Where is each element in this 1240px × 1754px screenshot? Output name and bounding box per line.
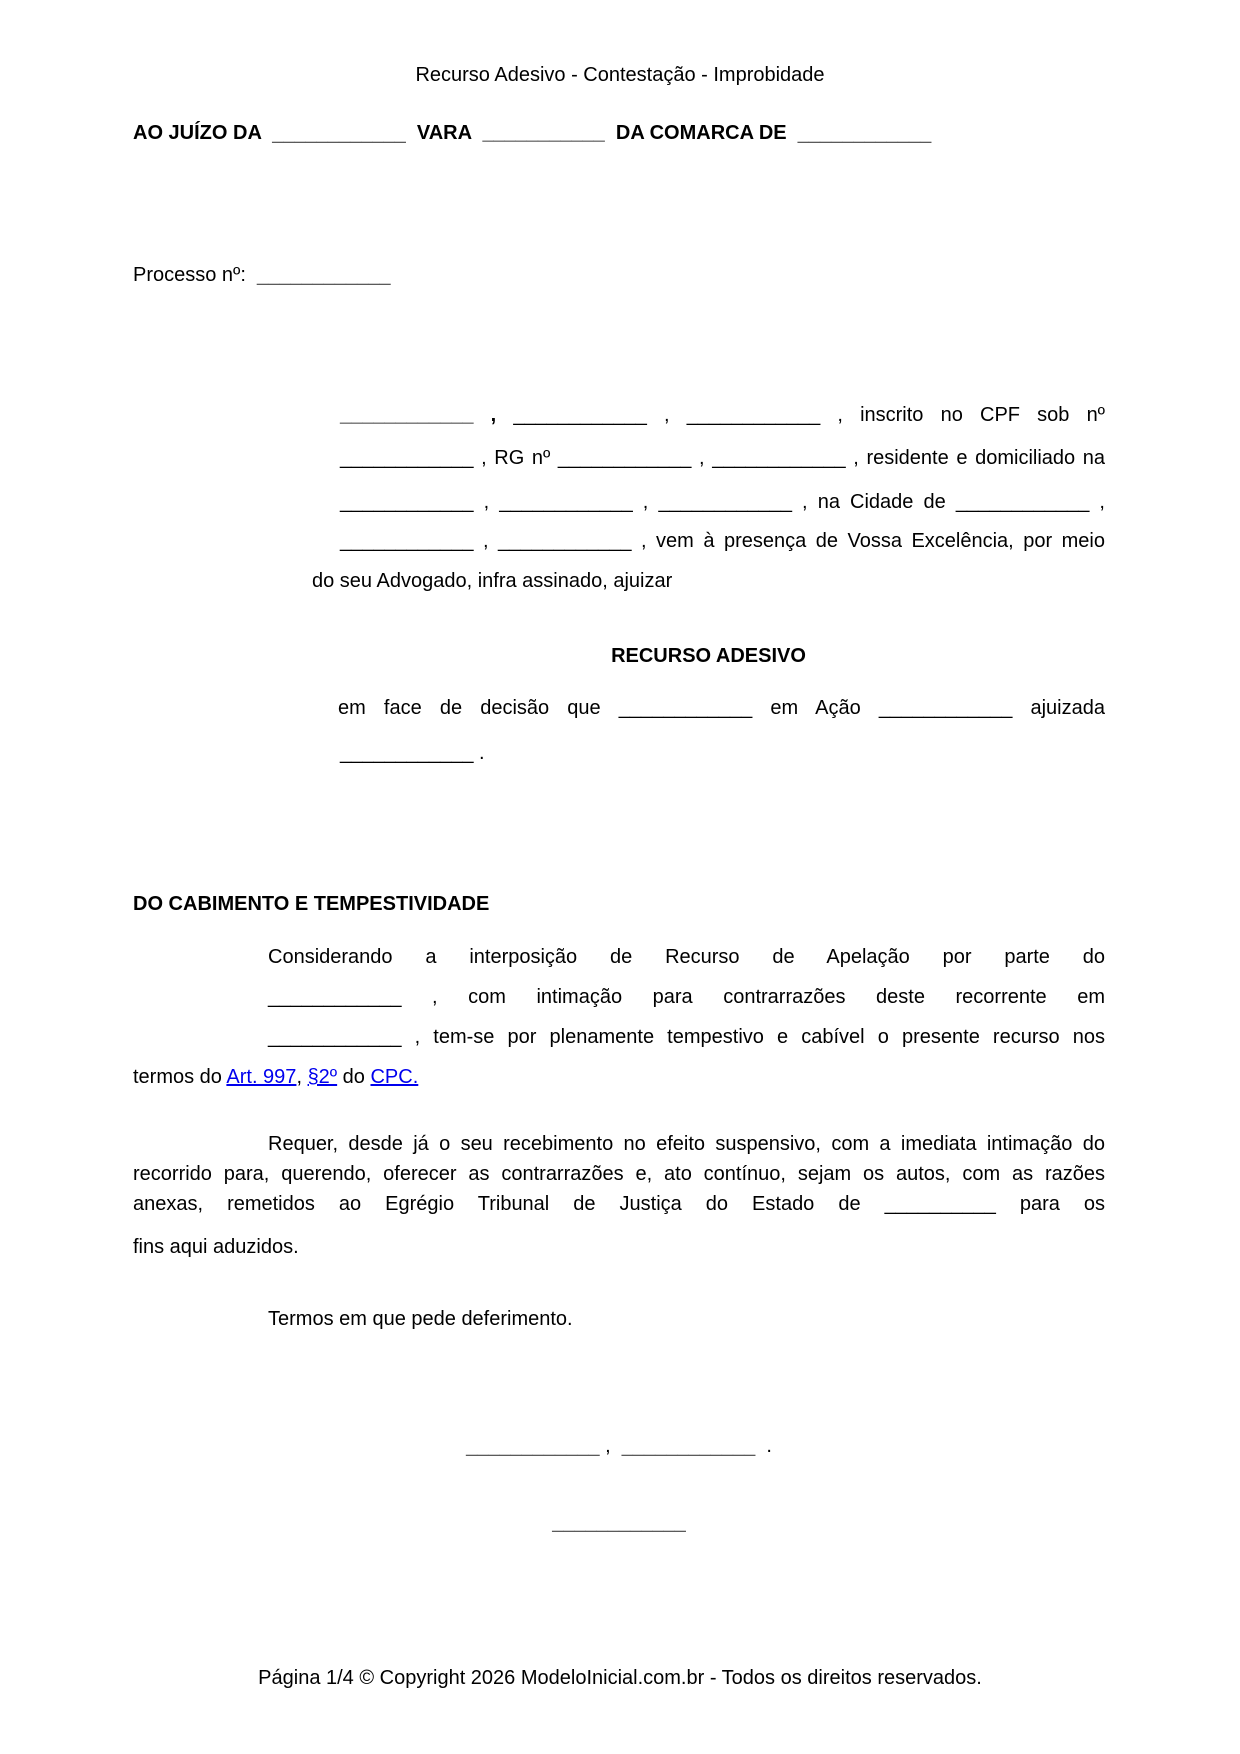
party-name-blank: ____________ , <box>340 404 497 426</box>
cabimento-sep-1: , <box>296 1066 308 1088</box>
qualification-line-3: ____________ , ____________ , ____________ , na Cidade de ____________ , <box>340 491 1105 513</box>
qualification-line-1 <box>312 402 1105 428</box>
addressing-label-2: VARA <box>405 122 483 144</box>
date-end: . <box>755 1435 772 1457</box>
em-face-line-2: ____________ . <box>340 742 485 764</box>
closing-termos: Termos em que pede deferimento. <box>268 1308 573 1330</box>
cabimento-line-4 <box>133 1064 1105 1090</box>
requer-line-1: Requer, desde já o seu recebimento no efeito suspensivo, com a imediata intimação do <box>268 1133 1105 1155</box>
doc-title: Recurso Adesivo - Contestação - Improbidade <box>415 64 825 86</box>
link-cpc[interactable]: CPC. <box>370 1066 419 1088</box>
qualification-line-5: do seu Advogado, infra assinado, ajuizar <box>312 570 673 592</box>
addressing-label-3: DA COMARCA DE <box>604 122 798 144</box>
addressing-blank-3: ____________ <box>797 122 932 144</box>
cabimento-line-1: Considerando a interposição de Recurso de Apelação por parte do <box>268 946 1105 968</box>
cabimento-line-2: ____________ , com intimação para contrarrazões deste recorrente em <box>268 986 1105 1008</box>
addressing-line <box>133 120 1123 146</box>
qualification-line-2: ____________ , RG nº ____________ , ____________ , residente e domiciliado na <box>340 447 1105 469</box>
addressing-blank-2: ___________ <box>482 122 605 144</box>
cabimento-line-4-pre: termos do <box>133 1066 227 1088</box>
requer-line-4: fins aqui aduzidos. <box>133 1236 299 1258</box>
cabimento-line-3: ____________ , tem-se por plenamente tempestivo e cabível o presente recurso nos <box>268 1026 1105 1048</box>
recurso-adesivo-heading: RECURSO ADESIVO <box>611 645 806 667</box>
section-heading-cabimento: DO CABIMENTO E TEMPESTIVIDADE <box>133 893 490 915</box>
case-number-line <box>133 262 933 288</box>
signature-line: ____________ <box>552 1511 686 1533</box>
qualification-line-1-rest: ____________ , ____________ , inscrito no CPF sob nº <box>496 404 1105 426</box>
requer-line-2: recorrido para, querendo, oferecer as contrarrazões e, ato contínuo, sejam os autos, com as razões <box>133 1163 1105 1185</box>
link-art-997[interactable]: Art. 997 <box>226 1066 297 1088</box>
link-paragrafo-2[interactable]: §2º <box>307 1066 338 1088</box>
case-number-label: Processo nº: <box>133 264 258 286</box>
em-face-line-1: em face de decisão que ____________ em Ação ____________ ajuizada <box>338 697 1105 719</box>
cabimento-sep-2: do <box>337 1066 371 1088</box>
case-number-blank: ____________ <box>257 264 391 286</box>
date-place-line <box>133 1433 1105 1459</box>
addressing-blank-1: ____________ <box>272 122 406 144</box>
addressing-label-1: AO JUÍZO DA <box>133 122 273 144</box>
page-footer: Página 1/4 © Copyright 2026 ModeloInicial.com.br - Todos os direitos reservados. <box>258 1667 982 1689</box>
requer-line-3: anexas, remetidos ao Egrégio Tribunal de Justiça do Estado de __________ para os <box>133 1193 1105 1215</box>
qualification-line-4: ____________ , ____________ , vem à presença de Vossa Excelência, por meio <box>340 530 1105 552</box>
date-sep: , <box>599 1435 622 1457</box>
place-blank: ____________ <box>466 1435 600 1457</box>
date-blank: ____________ <box>621 1435 756 1457</box>
